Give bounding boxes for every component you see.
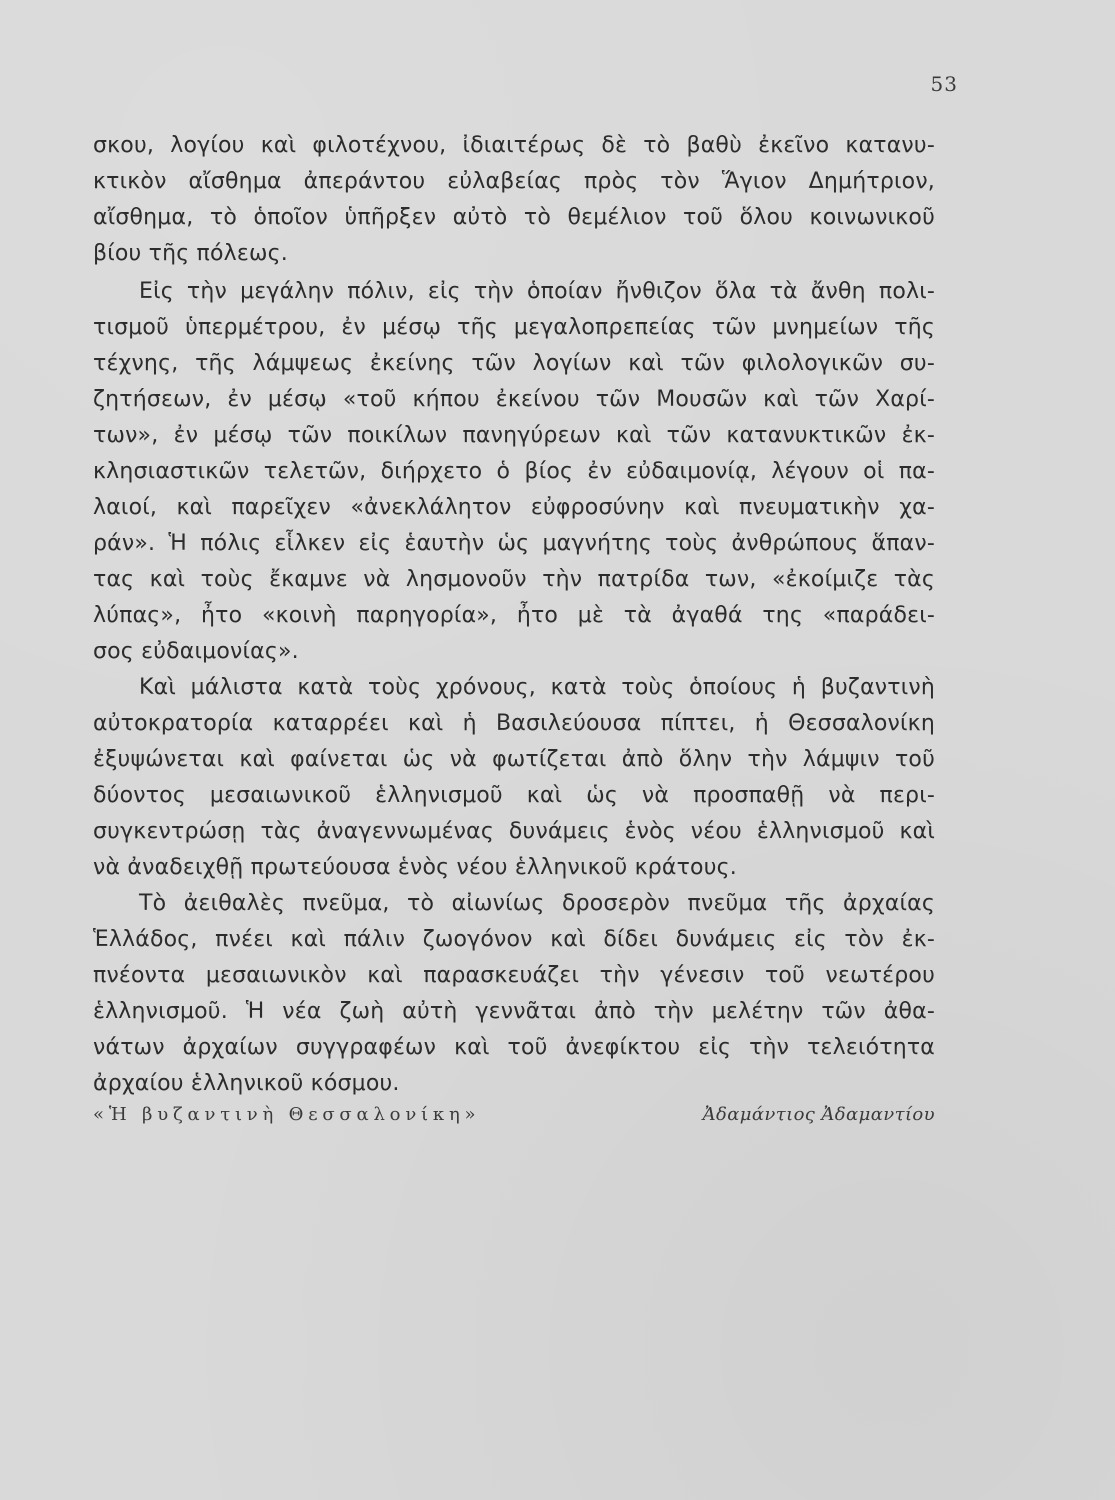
- text-line: πνέοντα μεσαιωνικὸν καὶ παρασκευάζει τὴν γένεσιν τοῦ νεωτέρου: [93, 963, 935, 988]
- text-line: κτικὸν αἴσθημα ἀπεράντου εὐλαβείας πρὸς τὸν Ἅγιον Δημήτριον,: [93, 169, 935, 194]
- text-line: συγκεντρώσῃ τὰς ἀναγεννωμένας δυνάμεις ἑνὸς νέου ἑλληνισμοῦ καὶ: [93, 819, 935, 844]
- text-line: αἴσθημα, τὸ ὁποῖον ὑπῆρξεν αὐτὸ τὸ θεμέλιον τοῦ ὅλου κοινωνικοῦ: [93, 205, 935, 230]
- text-line: σος εὐδαιμονίας».: [93, 639, 299, 664]
- text-line: ράν». Ἡ πόλις εἷλκεν εἰς ἑαυτὴν ὡς μαγνήτης τοὺς ἀνθρώπους ἅπαν-: [93, 531, 935, 556]
- text-line: τας καὶ τοὺς ἔκαμνε νὰ λησμονοῦν τὴν πατρίδα των, «ἐκοίμιζε τὰς: [93, 567, 935, 592]
- text-line: νὰ ἀναδειχθῇ πρωτεύουσα ἑνὸς νέου ἑλληνικοῦ κράτους.: [93, 855, 737, 880]
- show-through-texture: [93, 1145, 935, 1475]
- text-line: ἀρχαίου ἑλληνικοῦ κόσμου.: [93, 1071, 400, 1096]
- page-number: 53: [930, 72, 958, 96]
- text-line: σκου, λογίου καὶ φιλοτέχνου, ἰδιαιτέρως δὲ τὸ βαθὺ ἐκεῖνο κατανυ-: [93, 133, 935, 158]
- text-line: λύπας», ἦτο «κοινὴ παρηγορία», ἦτο μὲ τὰ ἀγαθά της «παράδει-: [93, 603, 935, 628]
- text-line: ἑλληνισμοῦ. Ἡ νέα ζωὴ αὐτὴ γεννᾶται ἀπὸ τὴν μελέτην τῶν ἀθα-: [93, 999, 935, 1024]
- main-text: [93, 128, 935, 1096]
- text-line: νάτων ἀρχαίων συγγραφέων καὶ τοῦ ἀνεφίκτου εἰς τὴν τελειότητα: [93, 1035, 935, 1060]
- text-line: τισμοῦ ὑπερμέτρου, ἐν μέσῳ τῆς μεγαλοπρεπείας τῶν μνημείων τῆς: [93, 315, 935, 340]
- text-line: ἐξυψώνεται καὶ φαίνεται ὡς νὰ φωτίζεται ἀπὸ ὅλην τὴν λάμψιν τοῦ: [93, 747, 935, 772]
- citation-author: Ἀδαμάντιος Ἀδαμαντίου: [702, 1104, 935, 1125]
- text-line: τέχνης, τῆς λάμψεως ἐκείνης τῶν λογίων καὶ τῶν φιλολογικῶν συ-: [93, 351, 935, 376]
- text-line: ζητήσεων, ἐν μέσῳ «τοῦ κήπου ἐκείνου τῶν Μουσῶν καὶ τῶν Χαρί-: [93, 387, 935, 412]
- text-line: των», ἐν μέσῳ τῶν ποικίλων πανηγύρεων καὶ τῶν κατανυκτικῶν ἐκ-: [93, 423, 935, 448]
- text-line: αὐτοκρατορία καταρρέει καὶ ἡ Βασιλεύουσα πίπτει, ἡ Θεσσαλονίκη: [93, 711, 935, 736]
- text-line: δύοντος μεσαιωνικοῦ ἑλληνισμοῦ καὶ ὡς νὰ προσπαθῇ νὰ περι-: [93, 783, 935, 808]
- citation-title: «Ἡ βυζαντινὴ Θεσσαλονίκη»: [93, 1104, 481, 1125]
- text-line: Τὸ ἀειθαλὲς πνεῦμα, τὸ αἰωνίως δροσερὸν πνεῦμα τῆς ἀρχαίας: [139, 891, 935, 916]
- text-line: λαιοί, καὶ παρεῖχεν «ἀνεκλάλητον εὐφροσύνην καὶ πνευματικὴν χα-: [93, 495, 935, 520]
- text-line: Εἰς τὴν μεγάλην πόλιν, εἰς τὴν ὁποίαν ἤνθιζον ὅλα τὰ ἄνθη πολι-: [139, 279, 935, 304]
- text-line: βίου τῆς πόλεως.: [93, 241, 288, 266]
- text-line: Καὶ μάλιστα κατὰ τοὺς χρόνους, κατὰ τοὺς ὁποίους ἡ βυζαντινὴ: [139, 675, 935, 700]
- citation-row: [93, 1104, 935, 1136]
- text-line: Ἑλλάδος, πνέει καὶ πάλιν ζωογόνον καὶ δίδει δυνάμεις εἰς τὸν ἐκ-: [93, 927, 935, 952]
- text-line: κλησιαστικῶν τελετῶν, διήρχετο ὁ βίος ἐν εὐδαιμονίᾳ, λέγουν οἱ πα-: [93, 459, 935, 484]
